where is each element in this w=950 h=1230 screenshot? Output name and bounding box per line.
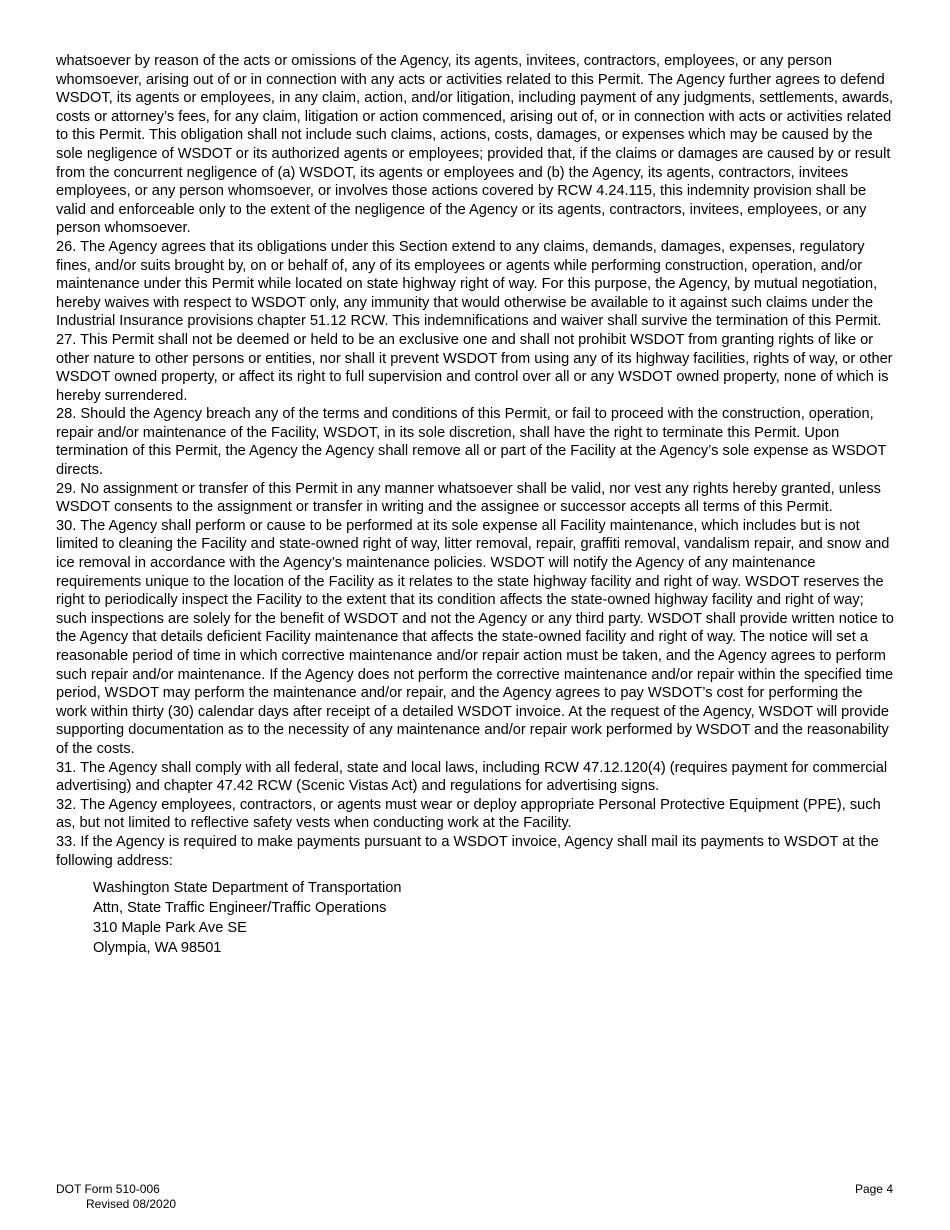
paragraph-indemnity-continued: whatsoever by reason of the acts or omissions of the Agency, its agents, invitees, contractors, employees, or any person whomsoever, arising out of or in connection with any acts or activities related to this Permit. The Agency further agrees to defend WSDOT, its agents or employees, in any claim, action, and/or litigation, including payment of any judgments, settlements, awards, costs or attorney’s fees, for any claim, litigation or action commenced, arising out of, or in connection with acts or activities related to this Permit. This obligation shall not include such claims, actions, costs, damages, or expenses which may be caused by the sole negligence of WSDOT or its authorized agents or employees; provided that, if the claims or damages are caused by or result from the concurrent negligence of (a) WSDOT, its agents or employees and (b) the Agency, its agents, contractors, invitees employees, or any person whomsoever, or involves those actions covered by RCW 4.24.115, this indemnity provision shall be valid and enforceable only to the extent of the negligence of the Agency or its agents, contractors, invitees, employees, or any person whomsoever. [56,53,894,237]
page-number: Page 4 [854,1182,893,1196]
paragraph-26: 26. The Agency agrees that its obligations under this Section extend to any claims, demands, damages, expenses, regulatory fines, and/or suits brought by, on or behalf of, any of its employees or agents while performing construction, operation, and/or maintenance under this Permit while located on state highway right of way. For this purpose, the Agency, by mutual negotiation, hereby waives with respect to WSDOT only, any immunity that would otherwise be available to it against such claims under the Industrial Insurance provisions chapter 51.12 RCW. This indemnifications and waiver shall survive the termination of this Permit. [56,238,882,330]
address-line-attention: Attn, State Traffic Engineer/Traffic Operations [93,900,387,917]
paragraph-31: 31. The Agency shall comply with all federal, state and local laws, including RCW 47.12.120(4) (requires payment for commercial advertising) and chapter 47.42 RCW (Scenic Vistas Act) and regulations for advertising signs. [56,759,888,795]
paragraph-33: 33. If the Agency is required to make payments pursuant to a WSDOT invoice, Agency shall mail its payments to WSDOT at the following address: [56,833,879,869]
paragraph-30: 30. The Agency shall perform or cause to be performed at its sole expense all Facility maintenance, which includes but is not limited to cleaning the Facility and state-owned right of way, litter removal, repair, graffiti removal, vandalism repair, and snow and ice removal in accordance with the Agency’s maintenance policies. WSDOT will notify the Agency of any maintenance requirements unique to the location of the Facility as it relates to the state highway facility and right of way. WSDOT reserves the right to periodically inspect the Facility to the extent that its condition affects the state-owned highway facility and right of way; such inspections are solely for the benefit of WSDOT and not the Agency or any third party. WSDOT shall provide written notice to the Agency that details deficient Facility maintenance that affects the state-owned facility and right of way. The notice will set a reasonable period of time in which corrective maintenance and/or repair action must be taken, and the Agency agrees to perform such repair and/or maintenance. If the Agency does not perform the corrective maintenance and/or repair within the specified time period, WSDOT may perform the maintenance and/or repair, and the Agency agrees to pay WSDOT’s cost for performing the work within thirty (30) calendar days after receipt of a detailed WSDOT invoice. At the request of the Agency, WSDOT will provide supporting documentation as to the necessity of any maintenance and/or repair work performed by WSDOT and the reasonability of the costs. [56,517,894,757]
form-number: DOT Form 510-006 [56,1182,160,1196]
footer-form-info [56,1182,176,1212]
address-line-organization: Washington State Department of Transportation [93,880,402,897]
revision-date: Revised 08/2020 [86,1197,177,1211]
mailing-address [93,878,896,958]
address-line-city: Olympia, WA 98501 [93,940,222,957]
paragraph-32: 32. The Agency employees, contractors, or agents must wear or deploy appropriate Personal Protective Equipment (PPE), such as, but not limited to reflective safety vests when conducting work at the Facility. [56,796,881,832]
paragraph-27: 27. This Permit shall not be deemed or held to be an exclusive one and shall not prohibit WSDOT from granting rights of like or other nature to other persons or entities, nor shall it prevent WSDOT from using any of its highway facilities, rights of way, or other WSDOT owned property, or affect its right to full supervision and control over all or any WSDOT owned property, none of which is hereby surrendered. [56,331,893,404]
paragraph-28: 28. Should the Agency breach any of the terms and conditions of this Permit, or fail to proceed with the construction, operation, repair and/or maintenance of the Facility, WSDOT, in its sole discretion, shall have the right to terminate this Permit. Upon termination of this Permit, the Agency the Agency shall remove all or part of the Facility at the Agency’s sole expense as WSDOT directs. [56,406,887,479]
address-line-street: 310 Maple Park Ave SE [93,920,247,937]
document-body [56,52,896,958]
paragraph-29: 29. No assignment or transfer of this Permit in any manner whatsoever shall be valid, nor vest any rights hereby granted, unless WSDOT consents to the assignment or transfer in writing and the assignee or successor accepts all terms of this Permit. [56,480,881,516]
